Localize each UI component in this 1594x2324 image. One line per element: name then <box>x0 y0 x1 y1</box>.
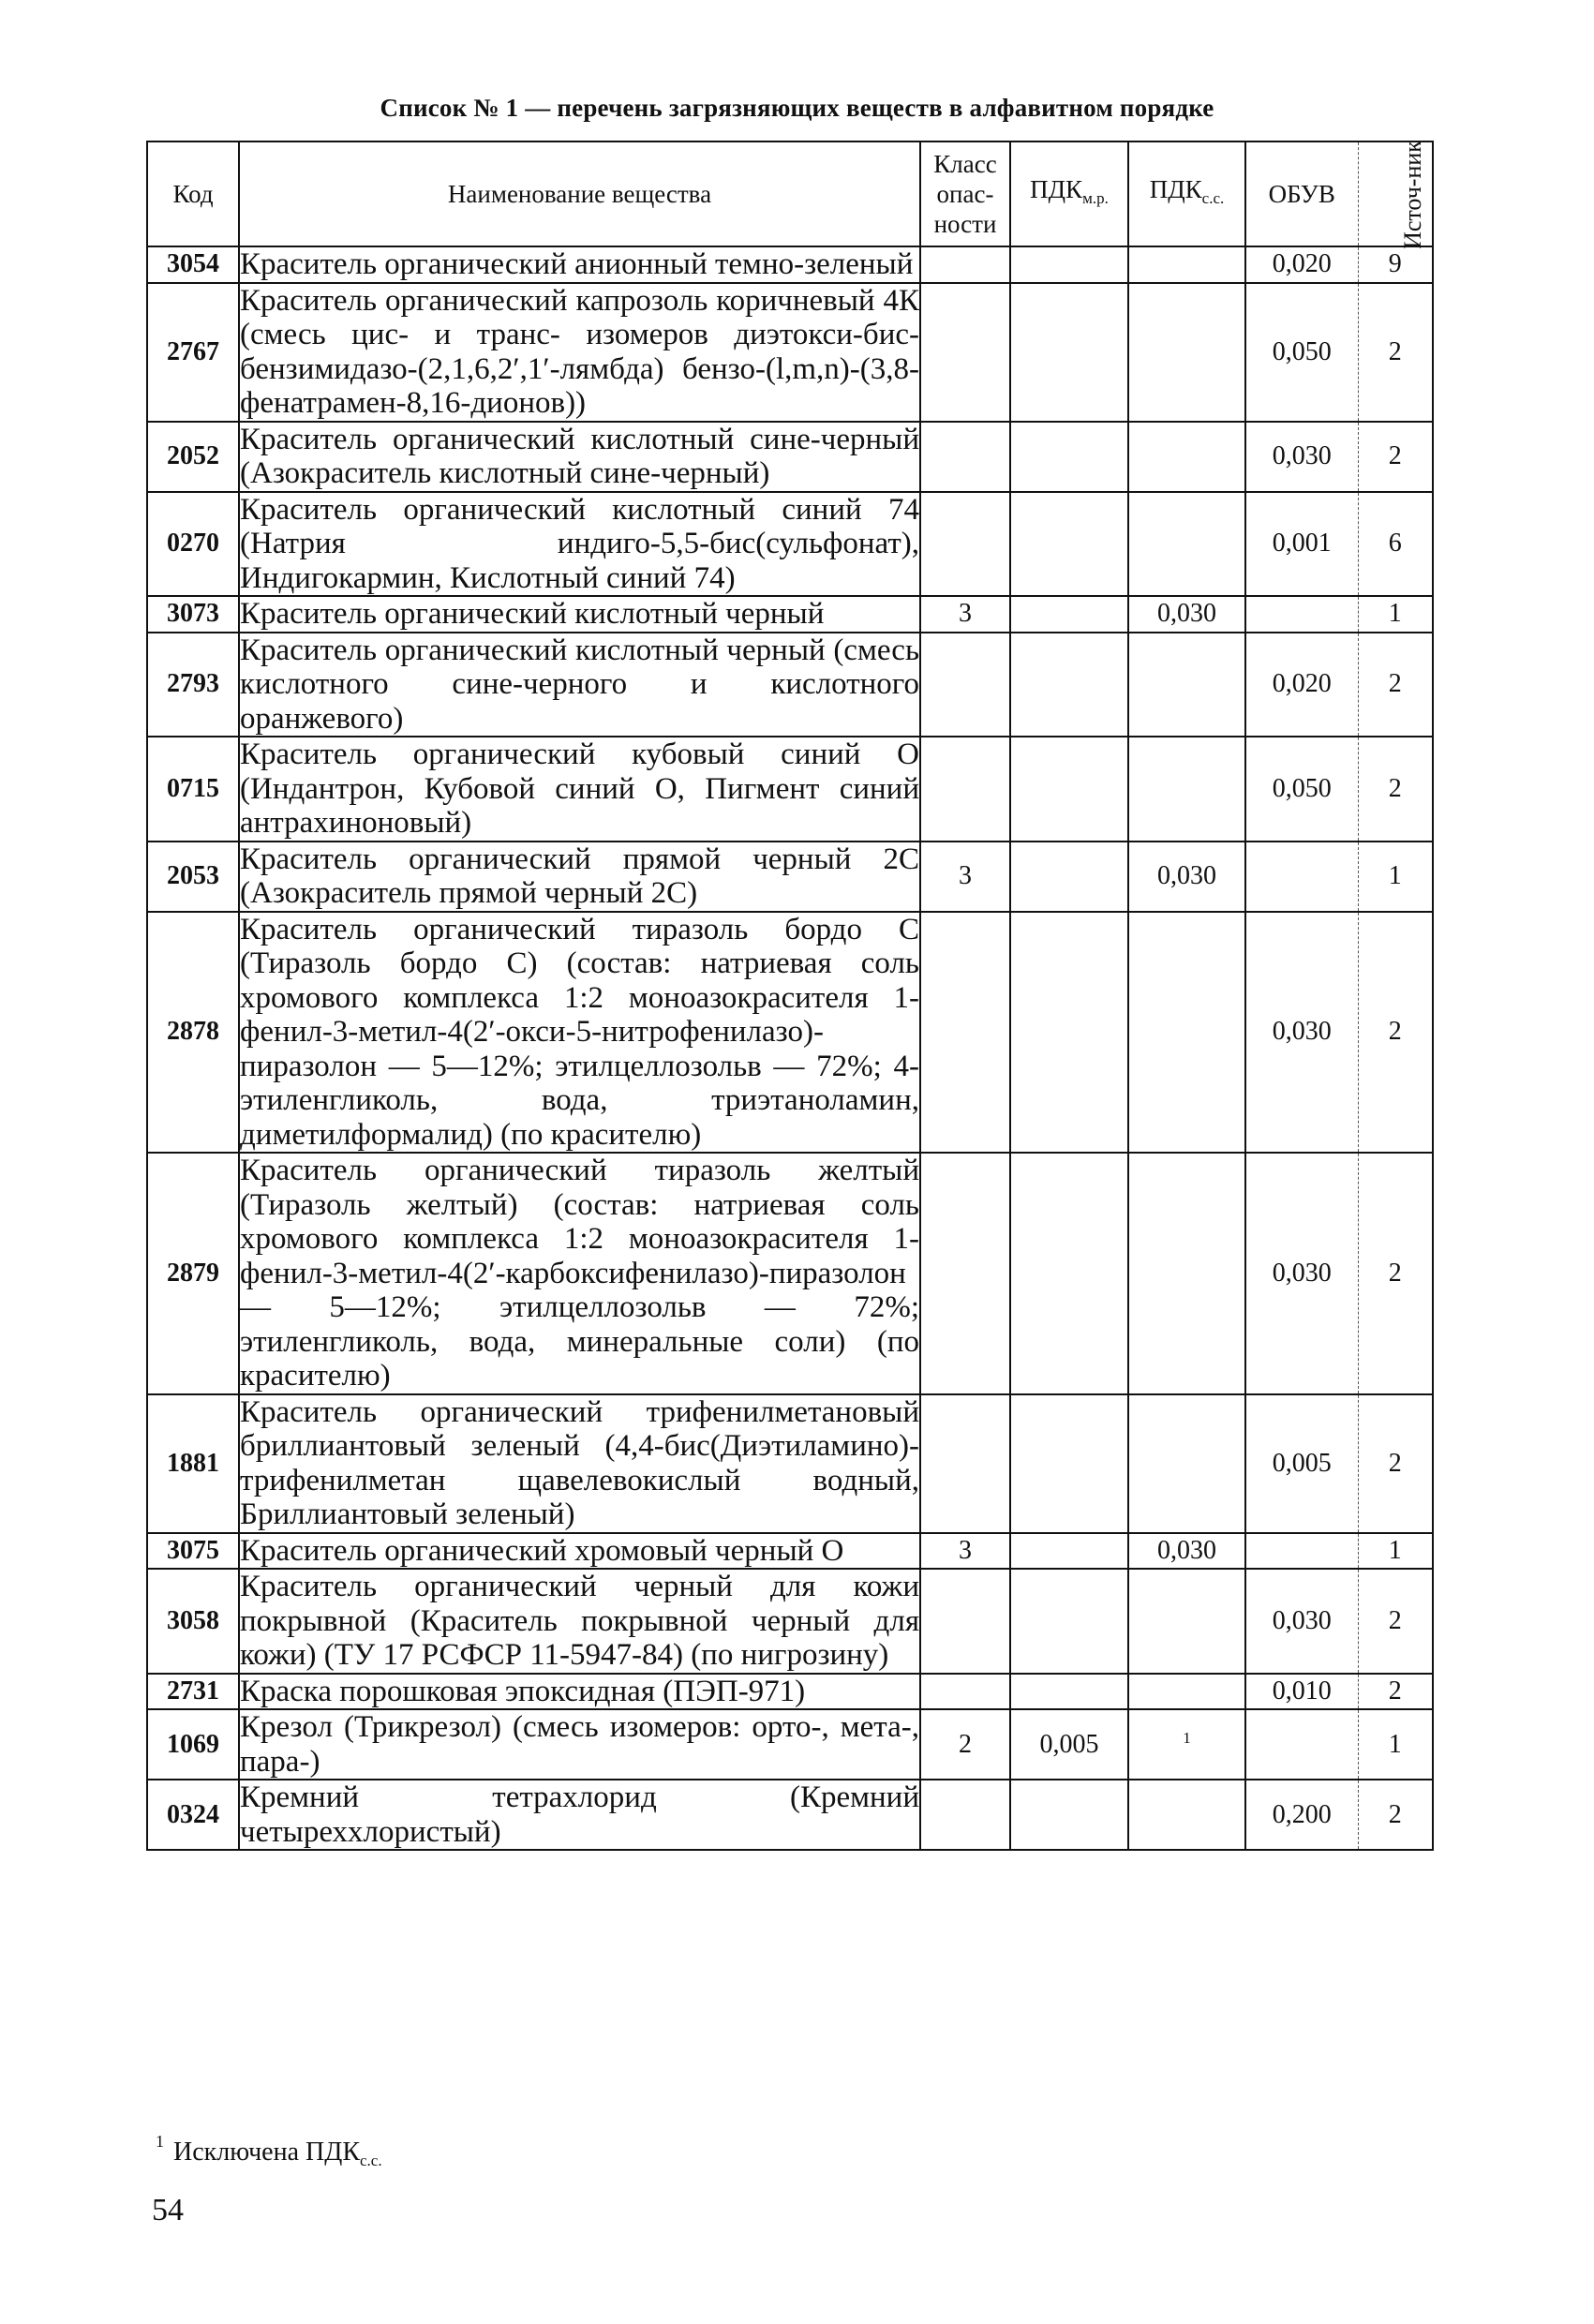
row-obuv: 0,030 <box>1245 912 1358 1154</box>
row-pdk-ss: 0,030 <box>1128 596 1245 633</box>
row-code: 1069 <box>147 1709 239 1780</box>
page-title: Список № 1 — перечень загрязняющих веществ в алфавитном порядке <box>380 94 1214 122</box>
row-code: 1881 <box>147 1394 239 1533</box>
row-class <box>920 492 1010 597</box>
row-name: Краситель органический тиразоль желтый (Тиразоль желтый) (состав: натриевая соль хромового комплекса 1:2 моноазокрасителя 1-фенил-3-метил-4(2′-карбоксифенилазо)-пиразолон — 5—12%; этилцеллозольв — 72%; этиленгликоль, вода, минеральные соли) (по красителю) <box>240 1154 919 1393</box>
table-row <box>147 1153 1433 1394</box>
header-obuv: ОБУВ <box>1245 142 1358 246</box>
row-class <box>920 283 1010 422</box>
row-obuv: 0,020 <box>1245 246 1358 283</box>
header-pdk-ss <box>1128 142 1245 246</box>
row-source: 1 <box>1358 842 1433 912</box>
row-code: 0715 <box>147 737 239 842</box>
row-obuv <box>1245 596 1358 633</box>
row-pdk-ss: 0,030 <box>1128 842 1245 912</box>
header-pdk-ss-sub: с.с. <box>1201 189 1225 207</box>
row-source: 6 <box>1358 492 1433 597</box>
header-source-label: Источ-ник <box>1398 141 1426 249</box>
row-source: 2 <box>1358 737 1433 842</box>
row-name: Краситель органический кислотный черный (смесь кислотного сине-черного и кислотного оранжевого) <box>240 633 919 736</box>
row-code: 3054 <box>147 246 239 283</box>
row-code: 0324 <box>147 1780 239 1850</box>
row-class <box>920 1674 1010 1710</box>
row-name: Краситель органический кислотный синий 74 (Натрия индиго-5,5-бис(сульфонат), Индигокармин, Кислотный синий 74) <box>240 492 919 595</box>
row-pdk-ss <box>1128 492 1245 597</box>
row-class <box>920 1394 1010 1533</box>
row-obuv: 0,050 <box>1245 737 1358 842</box>
table-header-row <box>147 142 1433 246</box>
table-row <box>147 1533 1433 1570</box>
row-source: 2 <box>1358 1153 1433 1394</box>
row-code: 2878 <box>147 912 239 1154</box>
row-pdk-mr <box>1010 1394 1128 1533</box>
row-pdk-mr <box>1010 246 1128 283</box>
row-pdk-mr <box>1010 737 1128 842</box>
table-body <box>147 246 1433 1850</box>
table-row <box>147 633 1433 737</box>
row-pdk-ss: 0,030 <box>1128 1533 1245 1570</box>
header-name: Наименование вещества <box>239 142 920 246</box>
row-pdk-mr: 0,005 <box>1010 1709 1128 1780</box>
row-name: Краситель органический капрозоль коричневый 4К (смесь цис- и транс- изомеров диэтокси-бис-бензимидазо-(2,1,6,2′,1′-лямбда) бензо-(l,m,n)-(3,8-фенатрамен-8,16-дионов)) <box>240 283 919 420</box>
row-obuv: 0,030 <box>1245 1569 1358 1674</box>
row-pdk-mr <box>1010 633 1128 737</box>
row-obuv: 0,030 <box>1245 1153 1358 1394</box>
row-source: 2 <box>1358 633 1433 737</box>
row-pdk-ss <box>1128 633 1245 737</box>
row-obuv: 0,020 <box>1245 633 1358 737</box>
row-pdk-ss <box>1128 1153 1245 1394</box>
row-pdk-mr <box>1010 1533 1128 1570</box>
table-row <box>147 492 1433 597</box>
row-class <box>920 1780 1010 1850</box>
row-pdk-ss <box>1128 283 1245 422</box>
row-obuv: 0,010 <box>1245 1674 1358 1710</box>
header-source <box>1358 141 1433 249</box>
row-pdk-ss <box>1128 737 1245 842</box>
row-code: 2731 <box>147 1674 239 1710</box>
row-pdk-mr <box>1010 492 1128 597</box>
row-pdk-mr <box>1010 1780 1128 1850</box>
row-pdk-ss <box>1128 1780 1245 1850</box>
row-obuv <box>1245 842 1358 912</box>
table-row <box>147 737 1433 842</box>
table-row <box>147 1394 1433 1533</box>
row-pdk-ss <box>1128 422 1245 492</box>
row-name: Крезол (Трикрезол) (смесь изомеров: орто-, мета-, пара-) <box>240 1710 919 1779</box>
row-name: Кремний тетрахлорид (Кремний четыреххлористый) <box>240 1780 919 1849</box>
row-source: 2 <box>1358 422 1433 492</box>
row-class: 3 <box>920 842 1010 912</box>
row-source: 2 <box>1358 1394 1433 1533</box>
table-row <box>147 246 1433 283</box>
header-code: Код <box>147 142 239 246</box>
row-source: 1 <box>1358 1533 1433 1570</box>
substances-table <box>146 141 1434 1851</box>
row-code: 2053 <box>147 842 239 912</box>
table-row <box>147 1709 1433 1780</box>
row-source: 2 <box>1358 1780 1433 1850</box>
footnote <box>156 2132 382 2170</box>
footnote-mark: 1 <box>156 2132 164 2151</box>
footnote-text: Исключена ПДК <box>173 2138 360 2167</box>
table-row <box>147 283 1433 422</box>
row-code: 2879 <box>147 1153 239 1394</box>
row-class <box>920 633 1010 737</box>
row-obuv: 0,050 <box>1245 283 1358 422</box>
table-row <box>147 1674 1433 1710</box>
row-pdk-mr <box>1010 596 1128 633</box>
row-obuv: 0,030 <box>1245 422 1358 492</box>
row-name: Краситель органический кислотный сине-черный (Азокраситель кислотный сине-черный) <box>240 422 919 490</box>
row-obuv: 0,001 <box>1245 492 1358 597</box>
row-name: Краситель органический анионный темно-зеленый <box>239 246 920 283</box>
table-row <box>147 1780 1433 1850</box>
row-code: 3058 <box>147 1569 239 1674</box>
row-source: 1 <box>1358 1709 1433 1780</box>
row-pdk-ss <box>1128 1674 1245 1710</box>
row-class <box>920 246 1010 283</box>
row-obuv <box>1245 1533 1358 1570</box>
row-source: 2 <box>1358 912 1433 1154</box>
table-row <box>147 842 1433 912</box>
row-pdk-ss <box>1128 246 1245 283</box>
row-code: 3075 <box>147 1533 239 1570</box>
row-class <box>920 737 1010 842</box>
row-obuv: 0,005 <box>1245 1394 1358 1533</box>
row-code: 2052 <box>147 422 239 492</box>
row-pdk-ss <box>1128 1709 1245 1780</box>
footnote-sub: с.с. <box>360 2152 382 2169</box>
row-name: Краситель органический трифенилметановый бриллиантовый зеленый (4,4-бис(Диэтиламино)-трифенилметан щавелевокислый водный, Бриллиантовый зеленый) <box>240 1394 919 1531</box>
row-name: Краситель органический кислотный черный <box>239 596 920 633</box>
row-class <box>920 422 1010 492</box>
row-class <box>920 1153 1010 1394</box>
row-pdk-mr <box>1010 283 1128 422</box>
header-pdk-mr-sub: м.р. <box>1082 189 1109 207</box>
row-code: 2793 <box>147 633 239 737</box>
row-code: 2767 <box>147 283 239 422</box>
row-class <box>920 1569 1010 1674</box>
table-row <box>147 1569 1433 1674</box>
footnote-ref: 1 <box>1183 1728 1191 1747</box>
row-class: 3 <box>920 596 1010 633</box>
row-source: 2 <box>1358 1674 1433 1710</box>
row-source: 2 <box>1358 1569 1433 1674</box>
header-pdk-mr <box>1010 142 1128 246</box>
row-pdk-mr <box>1010 1674 1128 1710</box>
row-name: Краска порошковая эпоксидная (ПЭП-971) <box>239 1674 920 1710</box>
row-pdk-ss <box>1128 912 1245 1154</box>
row-class <box>920 912 1010 1154</box>
row-name: Краситель органический хромовый черный О <box>239 1533 920 1570</box>
row-source: 2 <box>1358 283 1433 422</box>
header-pdk-ss-label: ПДК <box>1149 175 1202 203</box>
row-class: 3 <box>920 1533 1010 1570</box>
table-row <box>147 912 1433 1154</box>
row-obuv <box>1245 1709 1358 1780</box>
table-row <box>147 422 1433 492</box>
header-pdk-mr-label: ПДК <box>1030 175 1083 203</box>
row-source: 1 <box>1358 596 1433 633</box>
row-pdk-mr <box>1010 842 1128 912</box>
row-name: Краситель органический тиразоль бордо С (Тиразоль бордо С) (состав: натриевая соль хромового комплекса 1:2 моноазокрасителя 1-фенил-3-метил-4(2′-окси-5-нитрофенилазо)-пиразолон — 5—12%; этилцеллозольв — 72%; 4-этиленгликоль, вода, триэтаноламин, диметилформалид) (по красителю) <box>240 912 919 1152</box>
row-pdk-ss <box>1128 1569 1245 1674</box>
header-class <box>920 142 1010 246</box>
row-pdk-mr <box>1010 912 1128 1154</box>
row-pdk-mr <box>1010 422 1128 492</box>
row-source: 9 <box>1358 246 1433 283</box>
row-code: 0270 <box>147 492 239 597</box>
header-class-label: Класс опас-ности <box>933 150 997 238</box>
row-pdk-ss <box>1128 1394 1245 1533</box>
row-class: 2 <box>920 1709 1010 1780</box>
row-pdk-mr <box>1010 1569 1128 1674</box>
row-name: Краситель органический черный для кожи покрывной (Краситель покрывной черный для кожи) (ТУ 17 РСФСР 11-5947-84) (по нигрозину) <box>240 1570 919 1672</box>
table-row <box>147 596 1433 633</box>
row-obuv: 0,200 <box>1245 1780 1358 1850</box>
row-pdk-mr <box>1010 1153 1128 1394</box>
row-name: Краситель органический прямой черный 2С (Азокраситель прямой черный 2С) <box>240 842 919 910</box>
page-number: 54 <box>152 2193 184 2227</box>
row-code: 3073 <box>147 596 239 633</box>
row-name: Краситель органический кубовый синий О (Индантрон, Кубовой синий О, Пигмент синий антрахиноновый) <box>240 737 919 840</box>
